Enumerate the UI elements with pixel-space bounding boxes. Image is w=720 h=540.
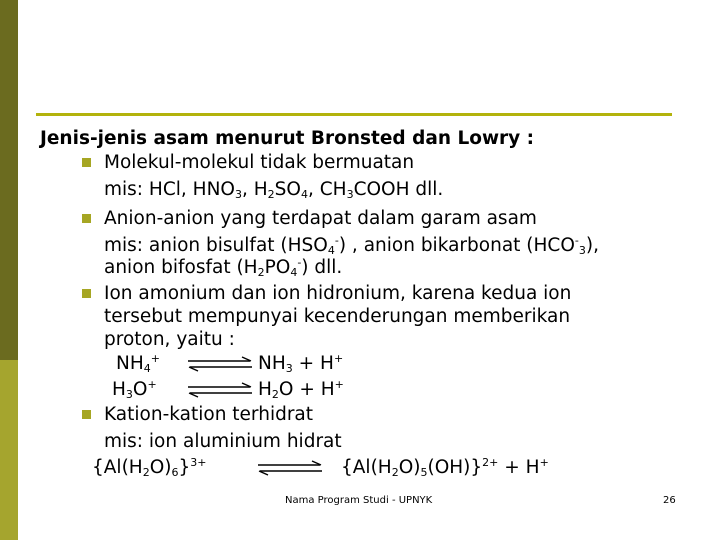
bullet-icon (82, 410, 91, 419)
item-1-title: Molekul-molekul tidak bermuatan (104, 152, 415, 173)
item-4-detail: mis: ion aluminium hidrat (104, 431, 342, 452)
slide-heading: Jenis-jenis asam menurut Bronsted dan Lowry : (40, 128, 535, 149)
footer-program-name: Nama Program Studi - UPNYK (285, 495, 433, 506)
reaction-2-left: $H_3O^+$ (112, 378, 157, 401)
page-number: 26 (663, 495, 676, 506)
bullet-icon (82, 289, 91, 298)
bullet-icon (82, 158, 91, 167)
title-rule (36, 113, 672, 116)
item-3-title-line-3: proton, yaitu : (104, 329, 235, 350)
item-2-example-2: anion bifosfat $(H_2PO_4^-)$ dll. (104, 256, 343, 279)
item-3-title: Ion amonium dan ion hidronium, karena kedua ion (104, 283, 572, 304)
reaction-3-left: $\{Al(H_2O)_6\}^{3+}$ (92, 456, 207, 479)
equilibrium-arrow-icon (256, 460, 324, 476)
sidebar-stripe-light (0, 360, 18, 540)
reaction-3-right: $\{Al(H_2O)_5(OH)\}^{2+} + H^+$ (341, 456, 549, 479)
equilibrium-arrow-icon (186, 382, 254, 398)
equilibrium-arrow-icon (186, 356, 254, 372)
item-3-title-line-2: tersebut mempunyai kecenderungan memberikan (104, 306, 571, 327)
item-2-title: Anion-anion yang terdapat dalam garam asam (104, 208, 537, 229)
reaction-2-right: $H_2O + H^+$ (258, 378, 344, 401)
sidebar-stripe-dark (0, 0, 18, 360)
reaction-1-right: $NH_3 + H^+$ (258, 352, 344, 375)
item-4-title: Kation-kation terhidrat (104, 404, 314, 425)
item-1-example: mis: HCl, $HNO_3$, $H_2SO_4$, $CH_3COOH$ dll. (104, 179, 444, 201)
bullet-icon (82, 214, 91, 223)
item-2-example-1: mis: anion bisulfat $(HSO_4^-)$ , anion bikarbonat $(HCO^-_3)$, (104, 234, 599, 257)
reaction-1-left: $NH_4^+$ (116, 352, 160, 375)
